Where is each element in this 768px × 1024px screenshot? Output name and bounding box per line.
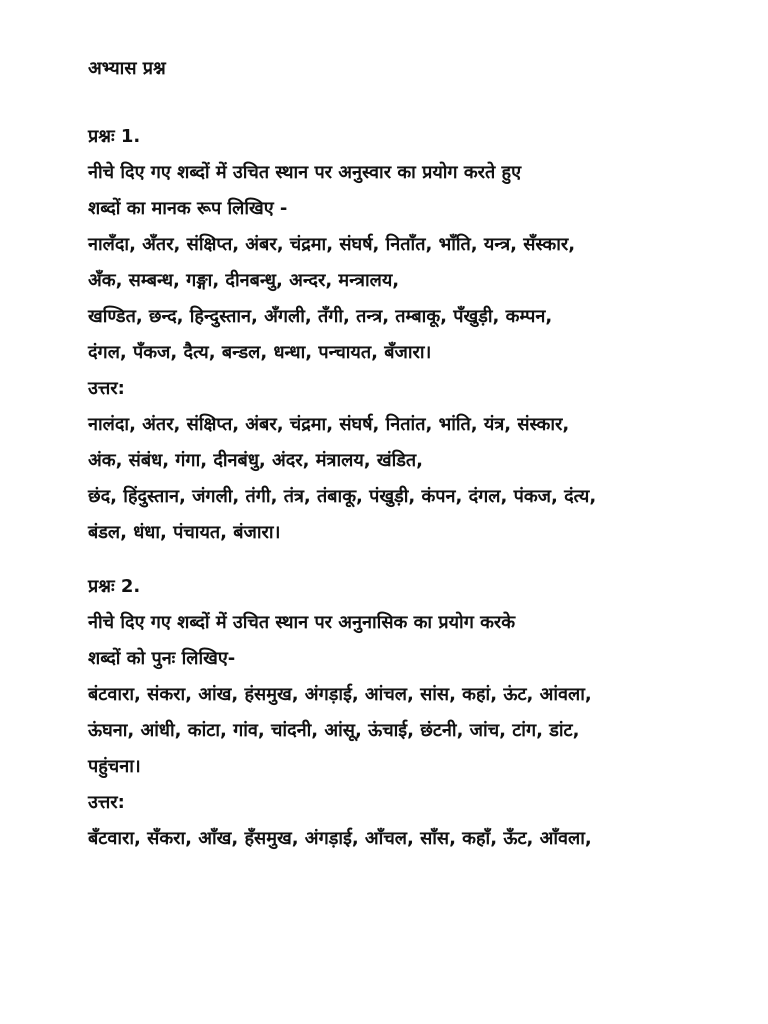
section-spacer — [88, 558, 708, 576]
question-2 — [88, 576, 708, 850]
word-list-line: पहुंचना। — [88, 756, 141, 777]
word-list-line: अँक, सम्बन्ध, गङ्गा, दीनबन्धु, अन्दर, मन्त्रालय, — [88, 270, 400, 291]
answer-line: छंद, हिंदुस्तान, जंगली, तंगी, तंत्र, तंबाकू, पंखुड़ी, कंपन, दंगल, पंकज, दंत्य, — [88, 486, 597, 507]
question-label: प्रश्नः 2. — [88, 576, 141, 597]
question-prompt-line: नीचे दिए गए शब्दों में उचित स्थान पर अनुस्वार का प्रयोग करते हुए — [88, 162, 522, 183]
answer-line: बंडल, धंधा, पंचायत, बंजारा। — [88, 522, 281, 543]
answer-line: नालंदा, अंतर, संक्षिप्त, अंबर, चंद्रमा, संघर्ष, नितांत, भांति, यंत्र, संस्कार, — [88, 414, 570, 435]
word-list-line: बंटवारा, संकरा, आंख, हंसमुख, अंगड़ाई, आंचल, सांस, कहां, ऊंट, आंवला, — [88, 684, 592, 705]
answer-label: उत्तर: — [88, 378, 125, 399]
answer-label: उत्तर: — [88, 792, 125, 813]
question-1 — [88, 126, 708, 544]
answer-line: बँटवारा, सँकरा, आँख, हँसमुख, अंगड़ाई, आँचल, साँस, कहाँ, ऊँट, आँवला, — [88, 828, 592, 849]
question-prompt-line: नीचे दिए गए शब्दों में उचित स्थान पर अनुनासिक का प्रयोग करके — [88, 612, 516, 633]
word-list-line: खण्डित, छन्द, हिन्दुस्तान, अँगली, तँगी, तन्त्र, तम्बाकू, पँखुड़ी, कम्पन, — [88, 306, 553, 327]
question-prompt-line: शब्दों को पुनः लिखिए- — [88, 648, 236, 669]
document-page — [88, 58, 708, 864]
question-prompt-line: शब्दों का मानक रूप लिखिए - — [88, 198, 288, 219]
page-title: अभ्यास प्रश्न — [88, 58, 166, 79]
word-list-line: दंगल, पँकज, दैत्य, बन्डल, धन्धा, पन्चायत, बँजारा। — [88, 342, 432, 363]
word-list-line: नालँदा, अँतर, संक्षिप्त, अंबर, चंद्रमा, संघर्ष, निताँत, भाँति, यन्त्र, सँस्कार, — [88, 234, 576, 255]
word-list-line: ऊंघना, आंधी, कांटा, गांव, चांदनी, आंसू, ऊंचाई, छंटनी, जांच, टांग, डांट, — [88, 720, 580, 741]
question-label: प्रश्नः 1. — [88, 126, 141, 147]
answer-line: अंक, संबंध, गंगा, दीनबंधु, अंदर, मंत्रालय, खंडित, — [88, 450, 423, 471]
